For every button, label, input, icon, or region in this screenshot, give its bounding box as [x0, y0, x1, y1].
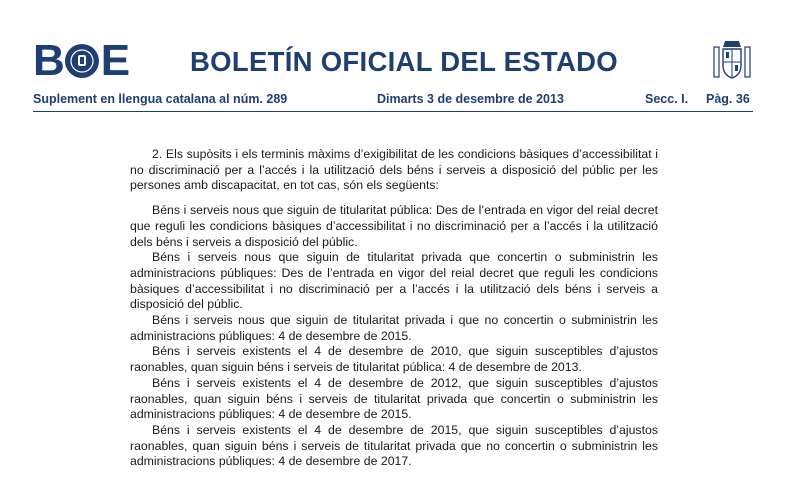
page-number: Pàg. 36 [706, 92, 750, 106]
header-divider [33, 111, 753, 112]
list-item: Béns i serveis existents el 4 de desembre de 2010, que siguin susceptibles d’ajustos raonables, quan siguin béns i serveis de titularitat pública: 4 de desembre de 2013. [130, 344, 658, 375]
list-item: Béns i serveis nous que siguin de titularitat pública: Des de l’entrada en vigor del reial decret que reguli les condicions bàsiques d’accessibilitat i no discriminació per a l’accés i la utilització dels béns i serveis a disposició del públic. [130, 203, 658, 249]
document-body [130, 147, 658, 470]
boe-logo-letter-b: B [33, 36, 63, 85]
coat-of-arms-icon [712, 37, 752, 83]
list-item: Béns i serveis existents el 4 de desembre de 2012, que siguin susceptibles d’ajustos raonables, quan siguin béns i serveis de titularitat privada que concertin o subministrin les administracions públiques: 4 de desembre de 2015. [130, 375, 658, 422]
page-title: BOLETÍN OFICIAL DEL ESTADO [190, 46, 618, 77]
supplement-label: Suplement en llengua catalana al núm. 289 [33, 92, 288, 106]
list-item: Béns i serveis nous que siguin de titularitat privada i que no concertin o subministrin les administracions públiques: 4 de desembre de 2015. [130, 313, 658, 343]
list-item: Béns i serveis nous que siguin de titularitat privada que concertin o subministrin les administracions públiques: Des de l’entrada en vigor del reial decret que reguli les condicions bàsiques d’accessibilitat i no discriminació per a l’accés i la utilització dels béns i serveis a disposició del públic. [130, 250, 658, 312]
intro-paragraph: 2. Els supòsits i els terminis màxims d’exigibilitat de les condicions bàsiques d’accessibilitat i no discriminació per a l’accés i la utilització dels béns i serveis a disposició del públic per les persones amb discapacitat, en tot cas, són els següents: [130, 147, 658, 193]
boe-logo-seal-icon [65, 44, 99, 78]
section-label: Secc. I. [645, 92, 689, 106]
issue-date: Dimarts 3 de desembre de 2013 [377, 92, 564, 106]
list-item: Béns i serveis existents el 4 de desembre de 2015, que siguin susceptibles d’ajustos raonables, quan siguin béns i serveis de titularitat privada que no concertin o subministrin les administracions públiques: 4 de desembre de 2017. [130, 422, 658, 469]
boe-logo [33, 36, 129, 85]
boe-logo-letter-e: E [100, 36, 129, 85]
